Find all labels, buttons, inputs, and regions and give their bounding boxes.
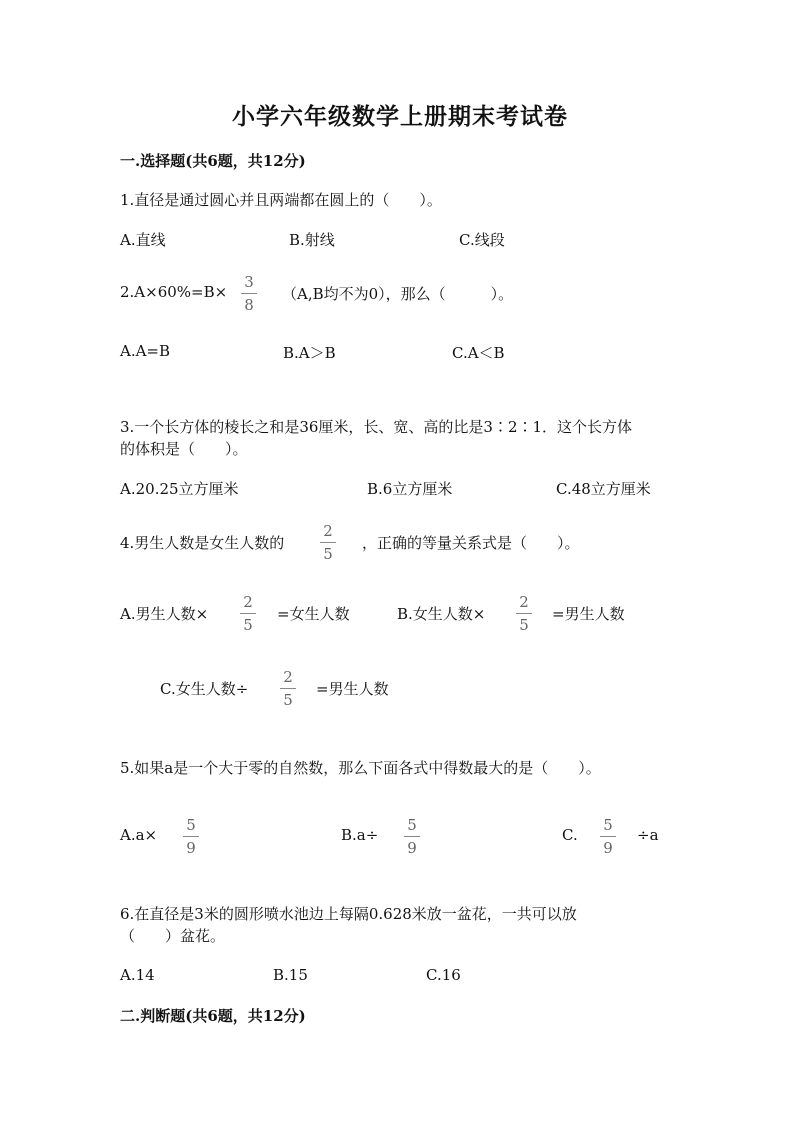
fraction-numerator: 2: [519, 593, 529, 611]
question-3-stem-line-1: 3.一个长方体的棱长之和是36厘米，长、宽、高的比是3∶2∶1．这个长方体: [120, 418, 633, 436]
question-4-stem-pre: 4.男生人数是女生人数的: [120, 534, 285, 552]
question-1-option-b: B.射线: [289, 231, 335, 249]
question-2-stem-post: （A,B均不为0），那么（ ）。: [282, 285, 514, 303]
question-4-option-b-post: =男生人数: [552, 605, 625, 623]
fraction-denominator: 5: [243, 616, 253, 634]
fraction-denominator: 9: [407, 839, 417, 857]
fraction-numerator: 5: [186, 816, 196, 834]
fraction-bar: [241, 293, 257, 294]
question-4-option-c-post: =男生人数: [316, 680, 389, 698]
question-5-option-b-pre: B.a÷: [341, 826, 379, 844]
question-3-option-a: A.20.25立方厘米: [120, 480, 239, 498]
fraction-numerator: 5: [603, 816, 613, 834]
fraction-denominator: 9: [186, 839, 196, 857]
section-heading-judgement: 二.判断题(共6题，共12分): [120, 1007, 306, 1025]
question-3-stem-line-2: 的体积是（ ）。: [120, 440, 248, 458]
page-title: 小学六年级数学上册期末考试卷: [232, 103, 568, 130]
fraction-numerator: 2: [323, 522, 333, 540]
fraction-2-5: [279, 668, 297, 709]
fraction-bar: [240, 613, 256, 614]
fraction-denominator: 9: [603, 839, 613, 857]
fraction-3-8: [240, 273, 258, 314]
question-4-option-b-pre: B.女生人数×: [397, 605, 486, 623]
fraction-bar: [404, 836, 420, 837]
fraction-bar: [516, 613, 532, 614]
question-3-option-c: C.48立方厘米: [556, 480, 651, 498]
fraction-denominator: 5: [323, 545, 333, 563]
fraction-5-9: [182, 816, 200, 857]
fraction-denominator: 5: [283, 691, 293, 709]
question-5-option-c-post: ÷a: [637, 826, 659, 844]
question-1-option-a: A.直线: [120, 231, 166, 249]
fraction-2-5: [239, 593, 257, 634]
question-5-option-a-pre: A.a×: [120, 826, 158, 844]
question-2-option-a: A.A=B: [120, 342, 171, 360]
question-3-option-b: B.6立方厘米: [367, 480, 453, 498]
fraction-numerator: 2: [243, 593, 253, 611]
question-2-option-b: B.A＞B: [283, 344, 336, 362]
fraction-numerator: 5: [407, 816, 417, 834]
question-6-stem-line-2: （ ）盆花。: [120, 927, 226, 945]
question-5-stem: 5.如果a是一个大于零的自然数，那么下面各式中得数最大的是（ ）。: [120, 759, 601, 777]
fraction-bar: [600, 836, 616, 837]
question-6-stem-line-1: 6.在直径是3米的圆形喷水池边上每隔0.628米放一盆花，一共可以放: [120, 905, 577, 923]
fraction-2-5: [515, 593, 533, 634]
fraction-5-9: [599, 816, 617, 857]
question-4-option-a-post: =女生人数: [277, 605, 350, 623]
fraction-bar: [280, 688, 296, 689]
question-6-option-b: B.15: [273, 966, 308, 984]
question-2-option-c: C.A＜B: [452, 344, 505, 362]
question-4-option-c-pre: C.女生人数÷: [160, 680, 249, 698]
question-4-stem-post: ，正确的等量关系式是（ ）。: [362, 534, 580, 552]
fraction-numerator: 2: [283, 668, 293, 686]
section-heading-choice: 一.选择题(共6题，共12分): [120, 152, 306, 170]
fraction-bar: [183, 836, 199, 837]
fraction-denominator: 5: [519, 616, 529, 634]
question-2-stem-pre: 2.A×60%=B×: [120, 283, 228, 301]
fraction-2-5: [319, 522, 337, 563]
question-1-option-c: C.线段: [459, 231, 505, 249]
fraction-bar: [320, 542, 336, 543]
fraction-denominator: 8: [244, 296, 254, 314]
question-5-option-c-pre: C.: [562, 826, 578, 844]
question-6-option-a: A.14: [120, 966, 155, 984]
question-4-option-a-pre: A.男生人数×: [120, 605, 209, 623]
fraction-5-9: [403, 816, 421, 857]
fraction-numerator: 3: [244, 273, 254, 291]
question-1-stem: 1.直径是通过圆心并且两端都在圆上的（ ）。: [120, 191, 442, 209]
question-6-option-c: C.16: [426, 966, 461, 984]
